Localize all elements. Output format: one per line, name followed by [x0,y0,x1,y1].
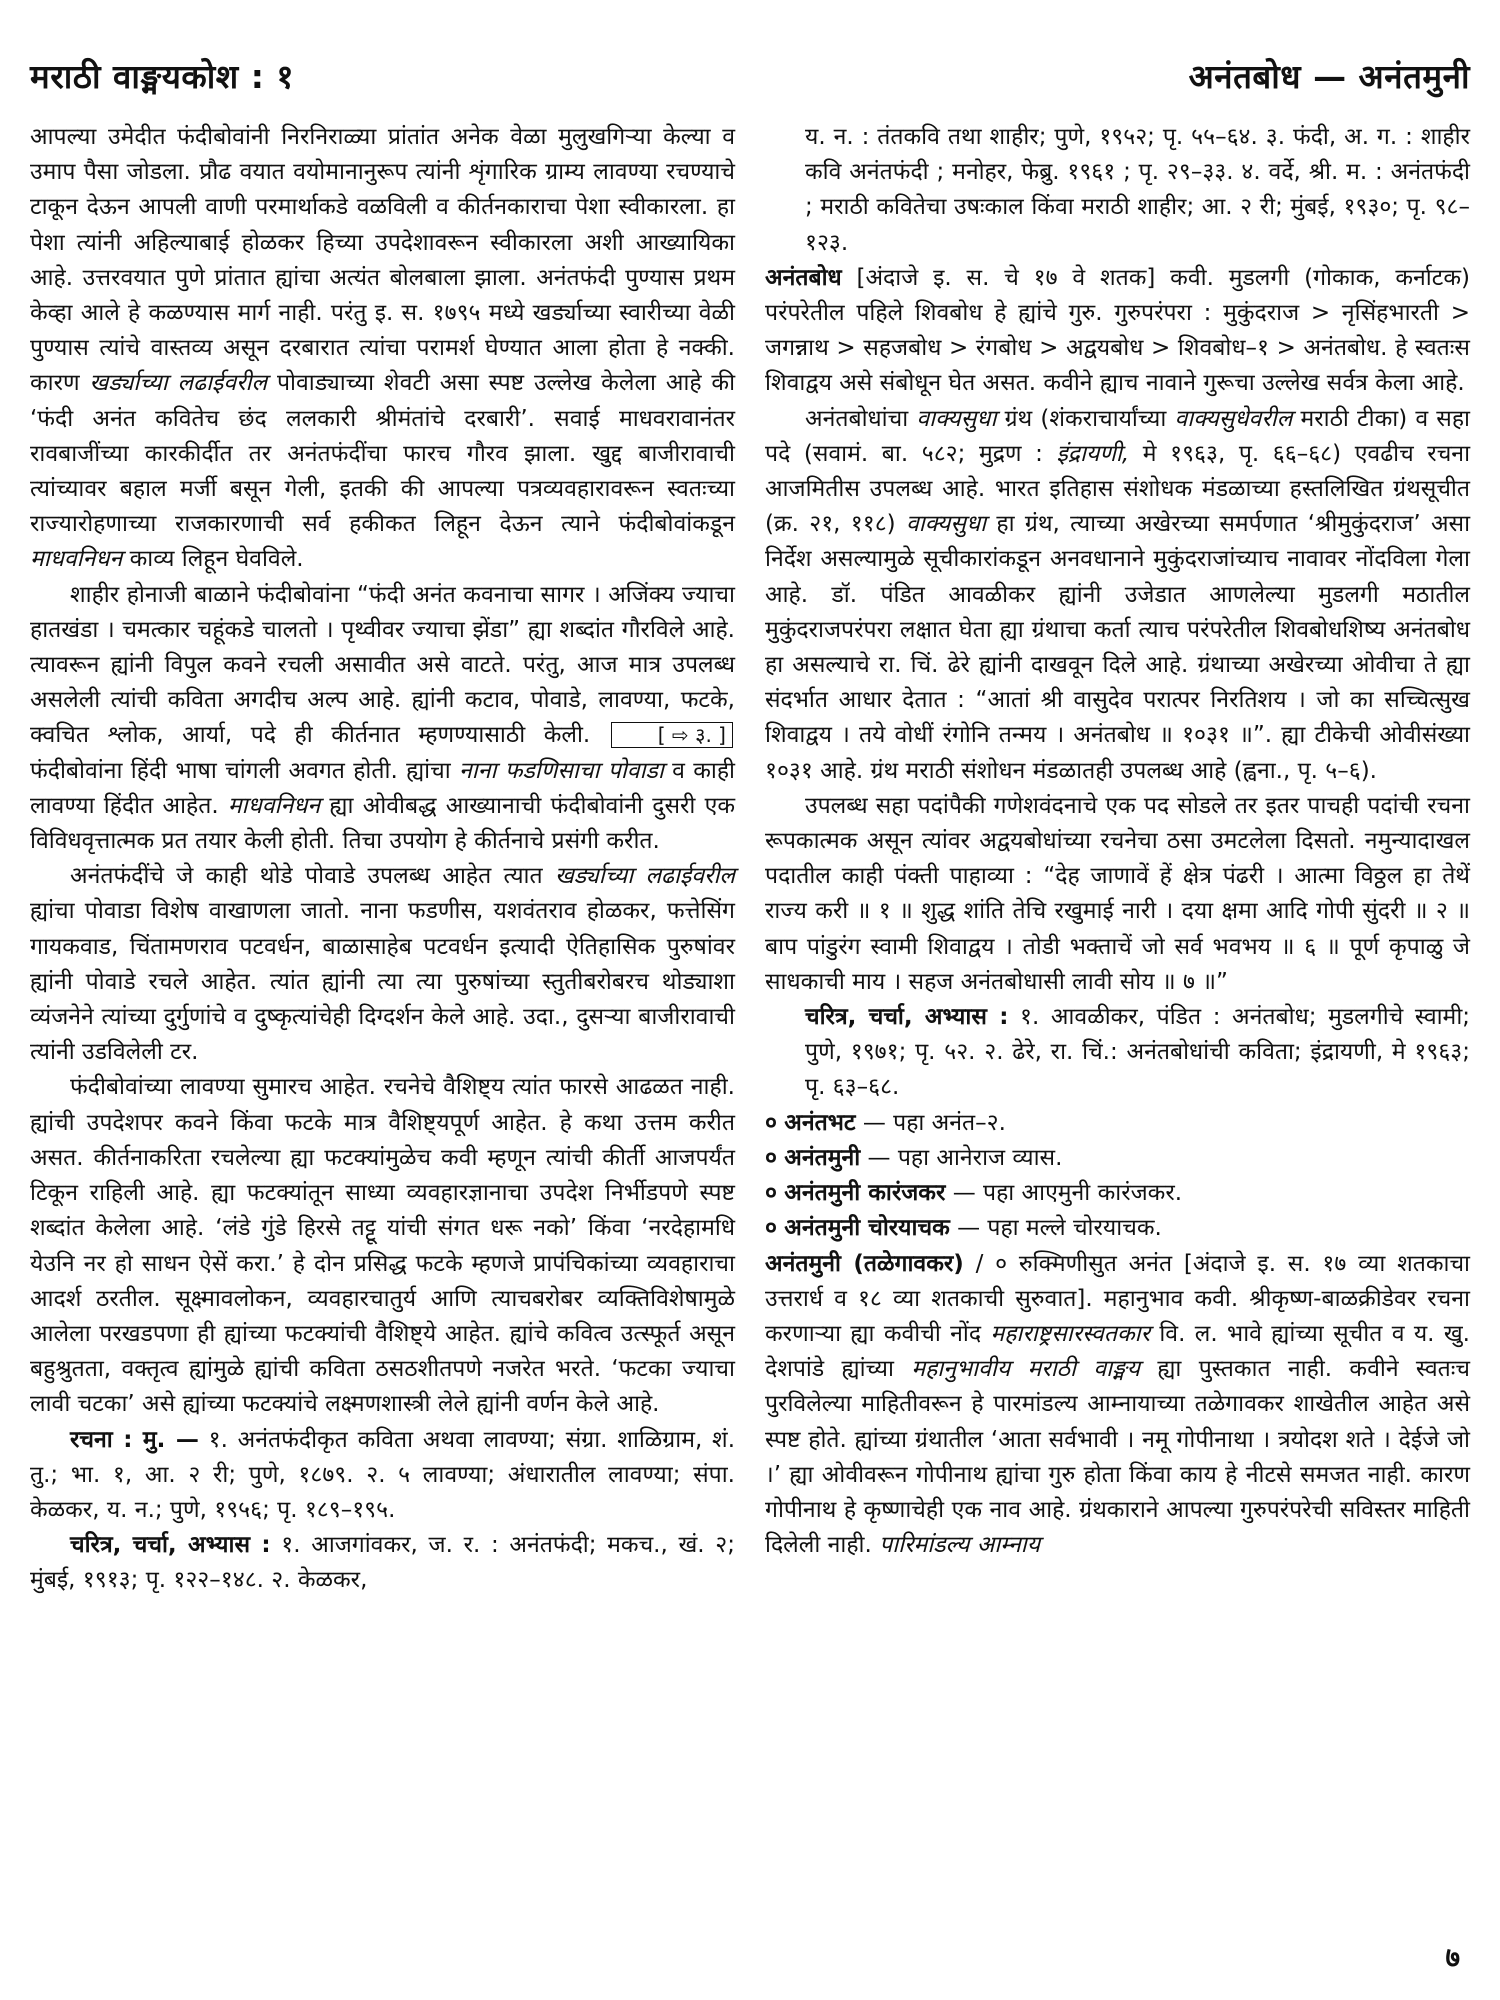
bibliography-label: चरित्र, चर्चा, अभ्यास : [70,1532,271,1559]
entry-headword: अनंतमुनी [784,1144,861,1171]
paragraph-1 [30,120,735,578]
running-head-right: अनंतबोध — अनंतमुनी [1188,56,1470,96]
italic-title: महानुभावीय मराठी वाङ्मय [911,1356,1140,1383]
italic-title: वाक्यसुधा [906,511,987,538]
entry-headword: अनंतभट [784,1109,856,1136]
text-run: रुक्मिणीसुत अनंत [अंदाजे इ. स. १७ व्या शतकाचा उत्तरार्ध व १८ व्या शतकाची सुरुवात]. महानुभाव कवी. श्रीकृष्ण-बाळक्रीडेवर रचना करणाऱ्या ह्या कवीची नोंद [765,1250,1471,1347]
paragraph-3 [30,859,735,1070]
bibliography-continued [765,120,1470,261]
entry-anantabodh-paragraph-3 [765,789,1470,1000]
entry-anantabodh-bibliography [765,1000,1470,1106]
left-column [30,120,735,1599]
text-run: १. आजगांवकर, ज. र. : अनंतफंदी; मकच., खं. २; मुंबई, १९१३; पृ. १२२–१४८. २. केळकर, [30,1532,735,1594]
text-run: य. न. : तंतकवि तथा शाहीर; पुणे, १९५२; पृ. ५५–६४. ३. फंदी, अ. ग. : शाहीर कवि अनंतफंदी ; मनोहर, फेब्रु. १९६१ ; पृ. २९–३३. ४. वर्दे, श्री. म. : अनंतफंदी ; मराठी कवितेचा उषःकाल किंवा मराठी शाहीर; आ. २ री; मुंबई, १९३०; पृ. ९८–१२३. [805,124,1470,256]
text-run: — पहा आएमुनी कारंजकर. [952,1180,1183,1207]
text-run: १. आवळीकर, पंडित : अनंतबोध; मुडलगीचे स्वामी; पुणे, १९७१; पृ. ५२. २. ढेरे, रा. चिं.: अनंतबोधांची कविता; इंद्रायणी, मे १९६३; पृ. ६३–६८. [805,1004,1471,1101]
italic-title: वाक्यसुधेवरील [1174,405,1293,432]
cross-reference-arrow: [ ⇨ ३. ] [611,722,733,748]
text-run: [अंदाजे इ. स. चे १७ वे शतक] कवी. मुडलगी (गोकाक, कर्नाटक) परंपरेतील पहिले शिवबोध हे ह्यांचे गुरु. गुरुपरंपरा : मुकुंदराज > नृसिंहभारती > जगन्नाथ > सहजबोध > रंगबोध > अद्वयबोध > शिवबोध–१ > अनंतबोध. हे स्वतःस शिवाद्वय असे संबोधून घेत असत. कवीने ह्याच नावाने गुरूचा उल्लेख सर्वत्र केला आहे. [765,264,1470,397]
bullet-icon: ० [765,1180,777,1207]
text-run: ह्यांचा पोवाडा विशेष वाखाणला जातो. नाना फडणीस, यशवंतराव होळकर, फत्तेसिंग गायकवाड, चिंतामणराव पटवर्धन, बाळासाहेब पटवर्धन इत्यादी ऐतिहासिक पुरुषांवर ह्यांनी पोवाडे रचले आहेत. त्यांत ह्यांनी त्या त्या पुरुषांच्या स्तुतीबरोबरच थोड्याशा व्यंजनेने त्यांच्या दुर्गुणांचे व दुष्कृत्यांचेही दिग्दर्शन केले आहे. उदा., दुसऱ्या बाजीरावाची त्यांनी उडविलेली टर. [30,898,735,1066]
bibliography-label: रचना : मु. — [70,1426,199,1453]
bibliography-charitra [30,1528,735,1598]
italic-title: इंद्रायणी, [1056,440,1130,467]
text-run: ह्या ओवीबद्ध आख्यानाची फंदीबोवांनी दुसरी एक विविधवृत्तात्मक प्रत तयार केली होती. तिचा उपयोग हे कीर्तनाचे प्रसंगी करीत. [30,792,735,855]
entry-anantabodh-paragraph-2 [765,402,1470,789]
text-run: उपलब्ध सहा पदांपैकी गणेशवंदनाचे एक पद सोडले तर इतर पाचही पदांची रचना रूपकात्मक असून त्यांवर अद्वयबोधांच्या रचनेचा ठसा उमटलेला दिसतो. नमुन्यादाखल पदातील काही पंक्ती पाहाव्या : “देह जाणावें हें क्षेत्र पंढरी । आत्मा विठ्ठल हा तेथें राज्य करी ॥ १ ॥ शुद्ध शांति तेचि रखुमाई नारी । दया क्षमा आदि गोपी सुंदरी ॥ २ ॥ बाप पांडुरंग स्वामी शिवाद्वय । तोडी भक्ताचें जो सर्व भवभय ॥ ६ ॥ पूर्ण कृपाळु जे साधकाची माय । सहज अनंतबोधासी लावी सोय ॥ ७ ॥” [765,792,1470,995]
text-run: ह्या पुस्तकात नाही. कवीने स्वतःच पुरविलेल्या माहितीवरून हे पारमांडल्य आम्नायाच्या तळेगावकर शाखेतील आहेत असे स्पष्ट होते. ह्यांच्या ग्रंथातील ‘आता सर्वभावी । नमू गोपीनाथा । त्रयोदश शते । देईजे जो ।’ ह्या ओवीवरून गोपीनाथ ह्यांचा गुरु होता किंवा काय हे नीटसे समजत नाही. कारण गोपीनाथ हे कृष्णाचेही एक नाव आहे. ग्रंथकाराने आपल्या गुरुपरंपरेची सविस्तर माहिती दिलेली नाही. [765,1356,1471,1559]
text-run: वि. ल. भावे ह्यांच्या सूचीत व य. खु. देशपांडे ह्यांच्या [765,1320,1470,1383]
italic-title: वाक्यसुधा [916,405,997,432]
text-run: ग्रंथ (शंकराचार्यांच्या [1004,405,1167,432]
bibliography-rachana [30,1423,735,1529]
bullet-icon: ० [765,1144,777,1171]
text-run: फंदीबोवांच्या लावण्या सुमारच आहेत. रचनेचे वैशिष्ट्य त्यांत फारसे आढळत नाही. ह्यांची उपदेशपर कवने किंवा फटके मात्र वैशिष्ट्यपूर्ण आहेत. हे कथा उत्तम करीत असत. कीर्तनाकरिता रचलेल्या ह्या फटक्यांमुळेच कवी म्हणून त्यांची कीर्ती आजपर्यंत टिकून राहिली आहे. ह्या फटक्यांतून साध्या व्यवहारज्ञानाचा उपदेश निर्भीडपणे स्पष्ट शब्दांत केलेला आहे. ‘लंडे गुंडे हिरसे तट्टू यांची संगत धरू नको’ किंवा ‘नरदेहामधि येउनि नर हो साधन ऐसें करा.’ हे दोन प्रसिद्ध फटके म्हणजे प्रापंचिकांच्या व्यवहाराचा आदर्श ठरतील. सूक्ष्मावलोकन, व्यवहारचातुर्य आणि त्याचबरोबर व्यक्तिविशेषामुळे आलेला परखडपणा ही ह्यांच्या फटक्यांची वैशिष्ट्ये आहेत. ह्यांचे कवित्व उत्स्फूर्त असून बहुश्रुतता, वक्तृत्व ह्यांमुळे ह्यांची कविता ठसठशीतपणे नजरेत भरते. ‘फटका ज्याचा लावी चटका’ असे ह्यांच्या फटक्यांचे लक्ष्मणशास्त्री लेले ह्यांनी वर्णन केले आहे. [30,1074,735,1418]
crossref-anantabhat [765,1106,1470,1141]
entry-anantabodh [765,261,1470,402]
italic-title: नाना फडणिसाचा पोवाडा [459,757,664,784]
italic-title: माधवनिधन [30,546,123,573]
text-run: काव्य लिहून घेवविले. [129,546,304,573]
text-run: — पहा मल्ले चोरयाचक. [957,1215,1162,1242]
text-run: अनंतबोधांचा [805,405,909,432]
text-run: अनंतफंदींचे जे काही थोडे पोवाडे उपलब्ध आहेत त्यात [70,863,543,890]
entry-headword: अनंतबोध [765,264,842,291]
text-run: पोवाड्याच्या शेवटी असा स्पष्ट उल्लेख केलेला आहे की ‘फंदी अनंत कवितेच छंद ललकारी श्रीमंतांचे दरबारी’. सवाई माधवरावानंतर रावबाजींच्या कारकीर्दीत तर अनंतफंदींचा फारच गौरव झाला. खुद्द बाजीरावाची त्यांच्यावर बहाल मर्जी बसून गेली, इतकी की आपल्या पत्रव्यवहारावरून स्वतःच्या राज्यारोहणाच्या राजकारणाची सर्व हकीकत लिहून देऊन त्याने फंदीबोवांकडून [30,370,736,538]
crossref-anantamuni [765,1141,1470,1176]
text-run: शाहीर होनाजी बाळाने फंदीबोवांना “फंदी अनंत कवनाचा सागर । अजिंक्य ज्याचा हातखंडा । चमत्कार चहूंकडे चालतो । पृथ्वीवर ज्याचा झेंडा” ह्या शब्दांत गौरविले आहे. त्यावरून ह्यांनी विपुल कवने रचली असावीत असे वाटते. परंतु, आज मात्र उपलब्ध असलेली त्यांची कविता अगदीच अल्प आहे. ह्यांनी कटाव, पोवाडे, लावण्या, फटके, क्वचित श्लोक, आर्या, पदे ही कीर्तनात म्हणण्यासाठी केली. [30,581,735,749]
italic-title: महाराष्ट्रसारस्वतकार [990,1320,1150,1347]
crossref-anantamuni-chorayachak [765,1211,1470,1246]
bibliography-label: चरित्र, चर्चा, अभ्यास : [805,1004,1009,1031]
page-number: ७ [1445,1941,1460,1974]
italic-title: खर्ड्याच्या लढाईवरील [89,370,268,397]
text-run: आपल्या उमेदीत फंदीबोवांनी निरनिराळ्या प्रांतांत अनेक वेळा मुलुखगिऱ्या केल्या व उमाप पैसा जोडला. प्रौढ वयात वयोमानानुरूप त्यांनी शृंगारिक ग्राम्य लावण्या रचण्याचे टाकून देऊन आपली वाणी परमार्थाकडे वळविली व कीर्तनकाराचा पेशा स्वीकारला. हा पेशा त्यांनी अहिल्याबाई होळकर हिच्या उपदेशावरून स्वीकारला अशी आख्यायिका आहे. उत्तरवयात पुणे प्रांतात ह्यांचा अत्यंत बोलबाला झाला. अनंतफंदी पुण्यास प्रथम केव्हा आले हे कळण्यास मार्ग नाही. परंतु इ. स. १७९५ मध्ये खर्ड्याच्या स्वारीच्या वेळी पुण्यास त्यांचे वास्तव्य असून दरबारात त्यांचा परामर्श घेण्यात आला होता हे नक्की. कारण [30,124,735,397]
text-run: हा ग्रंथ, त्याच्या अखेरच्या समर्पणात ‘श्रीमुकुंदराज’ असा निर्देश असल्यामुळे सूचीकारांकडून अनवधानाने मुकुंदराजांच्याच नावावर नोंदविला गेला आहे. डॉ. पंडित आवळीकर ह्यांनी उजेडात आणलेल्या मुडलगी मठातील मुकुंदराजपरंपरा लक्षात घेता ह्या ग्रंथाचा कर्ता त्याच परंपरेतील शिवबोधशिष्य अनंतबोध हा असल्याचे रा. चिं. ढेरे ह्यांनी दाखवून दिले आहे. ग्रंथाच्या अखेरच्या ओवीचा ते ह्या संदर्भात आधार देतात : “आतां श्री वासुदेव परात्पर निरतिशय । जो का सच्चित्सुख शिवाद्वय । तये वोधीं रंगोनि तन्मय । अनंतबोध ॥ १०३१ ॥”. ह्या टीकेची ओवीसंख्या १०३१ आहे. ग्रंथ मराठी संशोधन मंडळातही उपलब्ध आहे (ह्वना., पृ. ५–६). [765,511,1471,784]
entry-separator: / ० [975,1250,1008,1277]
crossref-anantamuni-karanjakar [765,1176,1470,1211]
paragraph-4 [30,1070,735,1422]
page-header [30,40,1470,110]
bullet-icon: ० [765,1109,777,1136]
running-head-left: मराठी वाङ्मयकोश : १ [30,56,295,96]
italic-title: माधवनिधन [227,792,321,819]
text-run: — पहा आनेराज व्यास. [867,1144,1063,1171]
italic-title: पारिमांडल्य आम्नाय [879,1532,1041,1559]
bullet-icon: ० [765,1215,777,1242]
text-run: — पहा अनंत–२. [862,1109,1006,1136]
text-run: १. अनंतफंदीकृत कविता अथवा लावण्या; संग्रा. शाळिग्राम, शं. तु.; भा. १, आ. २ री; पुणे, १८७९. २. ५ लावण्या; अंधारातील लावण्या; संपा. केळकर, य. न.; पुणे, १९५६; पृ. १८९–१९५. [30,1426,736,1523]
paragraph-2 [30,578,735,860]
entry-headword: अनंतमुनी (तळेगावकर) [765,1250,964,1277]
entry-anantamuni-talegaonkar [765,1247,1470,1564]
right-column [765,120,1470,1599]
italic-title: खर्ड्याच्या लढाईवरील [554,863,736,890]
text-run: फंदीबोवांना हिंदी भाषा चांगली अवगत होती. ह्यांचा [30,757,451,784]
text-run: मे १९६३, पृ. ६६–६८) एवढीच रचना आजमितीस उपलब्ध आहे. भारत इतिहास संशोधक मंडळाच्या हस्तलिखित ग्रंथसूचीत (क्र. २१, ११८) [765,440,1471,538]
text-run: मराठी टीका) व सहा पदे (सवामं. बा. ५८२; मुद्रण : [765,405,1470,467]
text-columns [30,120,1470,1599]
text-run: व काही लावण्या हिंदीत आहेत. [30,757,735,819]
entry-headword: अनंतमुनी चोरयाचक [784,1215,950,1242]
entry-headword: अनंतमुनी कारंजकर [784,1180,946,1207]
